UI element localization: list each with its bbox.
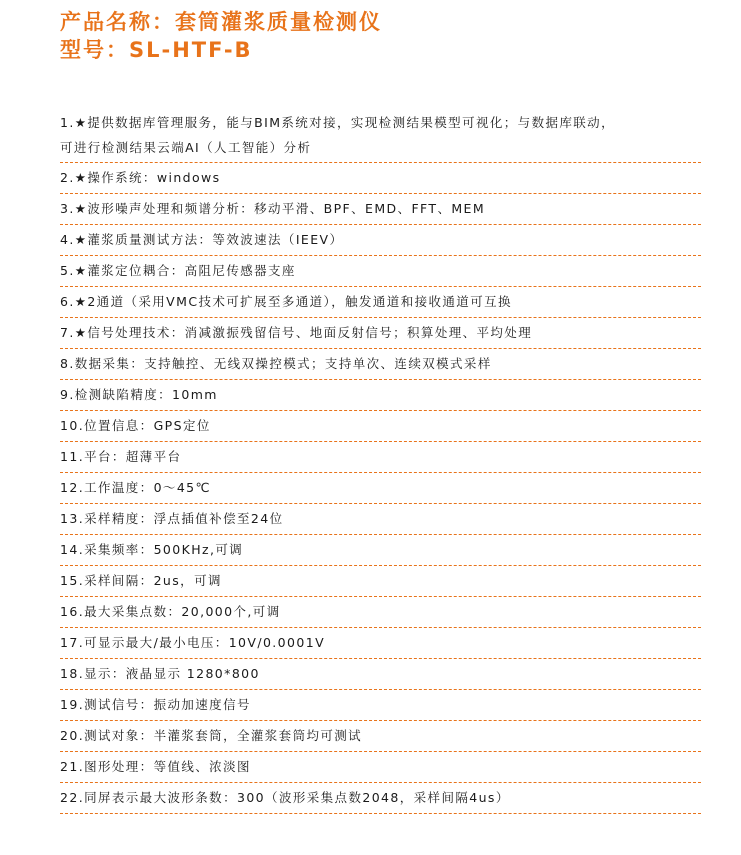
model-title: 型号：SL-HTF-B [60,38,253,62]
spec-text: 3.★波形噪声处理和频谱分析：移动平滑、BPF、EMD、FFT、MEM [60,201,486,216]
spec-text: 7.★信号处理技术：消减激振残留信号、地面反射信号；积算处理、平均处理 [60,325,533,340]
spec-item-21 [60,752,701,783]
spec-item-7 [60,318,701,349]
spec-text: 21.图形处理：等值线、浓淡图 [60,759,251,774]
spec-text: 2.★操作系统：windows [60,170,221,185]
spec-text: 19.测试信号：振动加速度信号 [60,697,251,712]
spec-item-12 [60,473,701,504]
spec-text: 9.检测缺陷精度：10mm [60,387,218,402]
spec-text: 10.位置信息：GPS定位 [60,418,211,433]
spec-text: 18.显示：液晶显示 1280*800 [60,666,260,681]
spec-text: 11.平台：超薄平台 [60,449,182,464]
spec-text: 1.★提供数据库管理服务，能与BIM系统对接，实现检测结果模型可视化；与数据库联动， [60,115,615,130]
spec-text: 22.同屏表示最大波形条数：300（波形采集点数2048，采样间隔4us） [60,790,510,805]
spec-item-5 [60,256,701,287]
spec-text: 5.★灌浆定位耦合：高阻尼传感器支座 [60,263,296,278]
spec-text: 8.数据采集：支持触控、无线双操控模式；支持单次、连续双模式采样 [60,356,492,371]
spec-item-18 [60,659,701,690]
spec-item-1 [60,107,701,163]
spec-item-9 [60,380,701,411]
document-header [60,8,720,64]
spec-text: 16.最大采集点数：20,000个,可调 [60,604,281,619]
spec-item-11 [60,442,701,473]
spec-text: 20.测试对象：半灌浆套筒，全灌浆套筒均可测试 [60,728,363,743]
spec-item-13 [60,504,701,535]
spec-item-10 [60,411,701,442]
product-name-title: 产品名称：套筒灌浆质量检测仪 [60,10,382,34]
spec-item-3 [60,194,701,225]
spec-item-19 [60,690,701,721]
spec-item-20 [60,721,701,752]
spec-text: 6.★2通道（采用VMC技术可扩展至多通道），触发通道和接收通道可互换 [60,294,512,309]
spec-item-22 [60,783,701,814]
spec-text: 13.采样精度：浮点插值补偿至24位 [60,511,284,526]
spec-text: 12.工作温度：0～45℃ [60,480,211,495]
spec-text: 17.可显示最大/最小电压：10V/0.0001V [60,635,326,650]
spec-item-16 [60,597,701,628]
spec-item-8 [60,349,701,380]
spec-item-6 [60,287,701,318]
spec-text: 4.★灌浆质量测试方法：等效波速法（IEEV） [60,232,344,247]
spec-list [60,107,701,814]
spec-item-15 [60,566,701,597]
spec-item-2 [60,163,701,194]
spec-text: 15.采样间隔：2us，可调 [60,573,222,588]
spec-item-14 [60,535,701,566]
spec-item-17 [60,628,701,659]
spec-text: 14.采集频率：500KHz,可调 [60,542,244,557]
spec-item-4 [60,225,701,256]
spec-text-continued: 可进行检测结果云端AI（人工智能）分析 [60,140,312,155]
